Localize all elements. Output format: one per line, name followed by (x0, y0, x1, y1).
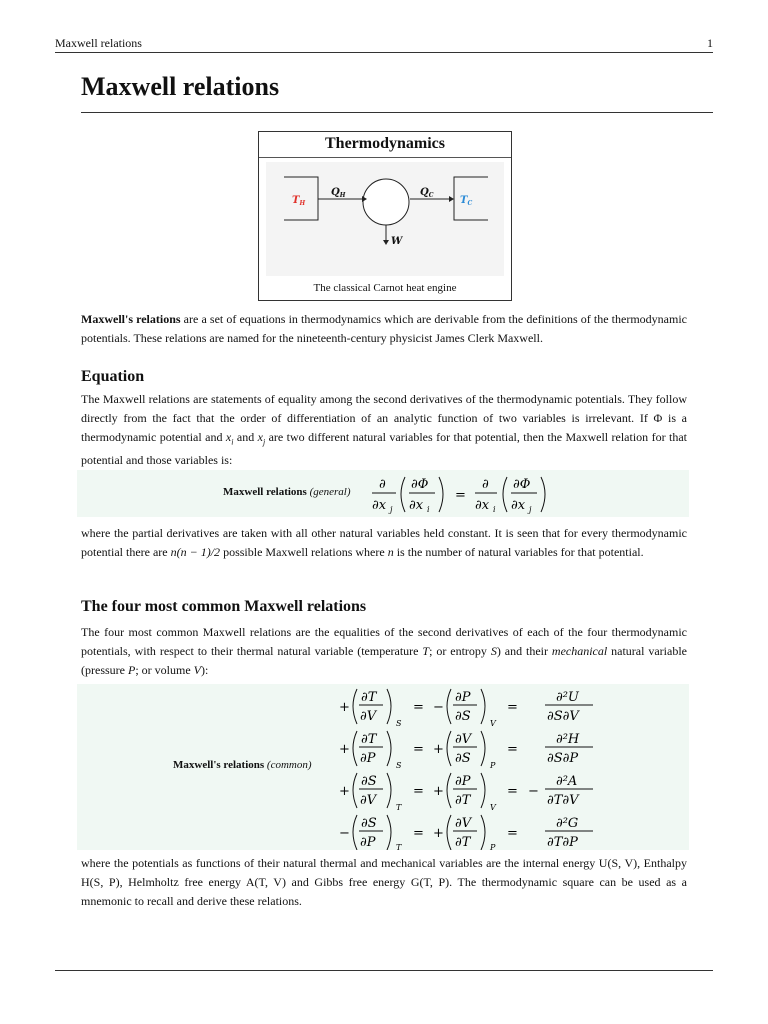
intro-bold: Maxwell's relations (81, 312, 181, 326)
svg-text:∂V: ∂V (455, 816, 472, 831)
section-heading-equation: Equation (81, 368, 145, 385)
svg-text:∂: ∂ (482, 477, 489, 492)
svg-text:∂S: ∂S (455, 751, 471, 766)
title-rule (81, 112, 713, 113)
work-label: W (391, 236, 403, 247)
svg-text:∂V: ∂V (455, 732, 472, 747)
svg-text:−: − (339, 826, 350, 841)
page-title: Maxwell relations (81, 72, 280, 101)
svg-text:j: j (390, 505, 393, 514)
svg-text:∂Φ: ∂Φ (411, 477, 429, 492)
common-paragraph-2: where the potentials as functions of their natural thermal and mechanical variables are the internal energy U(S, V), Enthalpy H(S, P), Helmholtz free energy A(T, V) and Gibbs free energy G(T, P). The thermodynamic square can be used as a mnemonic to recall and derive these relations. (81, 856, 687, 908)
svg-text:−: − (528, 784, 539, 799)
svg-text:+: + (433, 826, 444, 841)
svg-text:∂x: ∂x (372, 498, 387, 513)
svg-text:∂T∂V: ∂T∂V (547, 793, 579, 808)
svg-text:∂T∂P: ∂T∂P (547, 835, 578, 850)
svg-text:∂S∂V: ∂S∂V (547, 709, 579, 724)
section-heading-common: The four most common Maxwell relations (81, 598, 367, 615)
svg-text:j: j (529, 505, 532, 514)
svg-text:∂S: ∂S (361, 816, 377, 831)
intro-paragraph (81, 310, 687, 348)
running-title: Maxwell relations (55, 36, 142, 50)
q-hot-label: $Q_H$ (331, 187, 346, 199)
svg-text:S: S (396, 719, 402, 728)
svg-text:=: = (455, 488, 466, 503)
common-paragraph-1: The four most common Maxwell relations are the equalities of the second derivatives of each of the four thermodynamic potentials, with respect to their thermal natural variable (temperature T; or entropy S) and their mechanical natural variable (pressure P; or volume V): (81, 625, 688, 677)
svg-text:−: − (433, 700, 444, 715)
svg-text:∂T: ∂T (361, 690, 377, 705)
header-rule (55, 52, 713, 53)
infobox-title: Thermodynamics (259, 132, 511, 158)
svg-text:+: + (339, 700, 350, 715)
svg-text:∂²A: ∂²A (556, 774, 578, 789)
svg-text:=: = (507, 826, 518, 841)
svg-text:∂Φ: ∂Φ (513, 477, 531, 492)
svg-text:∂S: ∂S (361, 774, 377, 789)
svg-text:T: T (396, 843, 402, 850)
general-relation-formula (369, 472, 559, 516)
common-relations-box (77, 684, 689, 850)
svg-text:=: = (413, 784, 424, 799)
common-relations-label: Maxwell's relations (common) (173, 759, 312, 771)
svg-text:∂T: ∂T (361, 732, 377, 747)
svg-text:∂: ∂ (379, 477, 386, 492)
svg-text:P: P (490, 761, 496, 770)
equation-paragraph-1: The Maxwell relations are statements of equality among the second derivatives of the thermodynamic potentials. They follow directly from the fact that the order of differentiation of an analytic function of two variables is irrelevant. If Φ is a thermodynamic potential and $x_i$ and $x_j$ are two different natural variables for that potential, then the Maxwell relation for that potential and those variables is: (81, 392, 688, 468)
svg-text:∂S: ∂S (455, 709, 471, 724)
svg-text:=: = (507, 784, 518, 799)
equation-paragraph-2: where the partial derivatives are taken with all other natural variables held constant. It is seen that for every thermodynamic potential there are n(n − 1)/2 possible Maxwell relations where n is the number of natural variables for that potential. (81, 526, 687, 559)
svg-text:V: V (490, 719, 496, 728)
svg-text:=: = (413, 700, 424, 715)
svg-text:P: P (490, 843, 496, 850)
common-relations-formulas (335, 684, 605, 850)
svg-text:∂²G: ∂²G (556, 816, 579, 831)
svg-text:∂P: ∂P (360, 751, 376, 766)
general-relation-label: Maxwell relations (general) (223, 486, 351, 498)
svg-text:∂T: ∂T (455, 835, 471, 850)
svg-text:∂V: ∂V (360, 793, 377, 808)
svg-text:∂T: ∂T (455, 793, 471, 808)
infobox (258, 131, 512, 301)
svg-text:∂V: ∂V (360, 709, 377, 724)
svg-text:∂²H: ∂²H (556, 732, 580, 747)
carnot-engine-diagram[interactable] (266, 162, 504, 276)
svg-text:∂P: ∂P (455, 690, 471, 705)
svg-text:∂P: ∂P (360, 835, 376, 850)
t-cold-label: $T_C$ (460, 195, 473, 207)
svg-text:∂²U: ∂²U (556, 690, 579, 705)
svg-text:i: i (427, 505, 430, 514)
svg-text:V: V (490, 803, 496, 812)
general-relation-box (77, 470, 689, 517)
svg-text:∂x: ∂x (475, 498, 490, 513)
intro-text: are a set of equations in thermodynamics which are derivable from the definitions of the thermodynamic potentials. These relations are named for the nineteenth-century physicist James Clerk Maxwell. (81, 312, 687, 345)
svg-text:i: i (493, 505, 496, 514)
svg-text:+: + (339, 784, 350, 799)
svg-text:∂S∂P: ∂S∂P (547, 751, 579, 766)
t-hot-label: $T_H$ (292, 195, 306, 207)
svg-text:+: + (433, 742, 444, 757)
footer-rule (55, 970, 713, 971)
svg-text:∂P: ∂P (455, 774, 471, 789)
svg-text:=: = (507, 742, 518, 757)
svg-text:+: + (433, 784, 444, 799)
running-header (55, 36, 713, 50)
svg-text:+: + (339, 742, 350, 757)
svg-text:T: T (396, 803, 402, 812)
svg-text:=: = (413, 826, 424, 841)
svg-text:∂x: ∂x (511, 498, 526, 513)
svg-text:S: S (396, 761, 402, 770)
q-cold-label: $Q_C$ (420, 187, 434, 199)
infobox-caption: The classical Carnot heat engine (313, 282, 457, 294)
page-number: 1 (707, 36, 713, 50)
svg-text:=: = (413, 742, 424, 757)
svg-text:∂x: ∂x (409, 498, 424, 513)
svg-text:=: = (507, 700, 518, 715)
